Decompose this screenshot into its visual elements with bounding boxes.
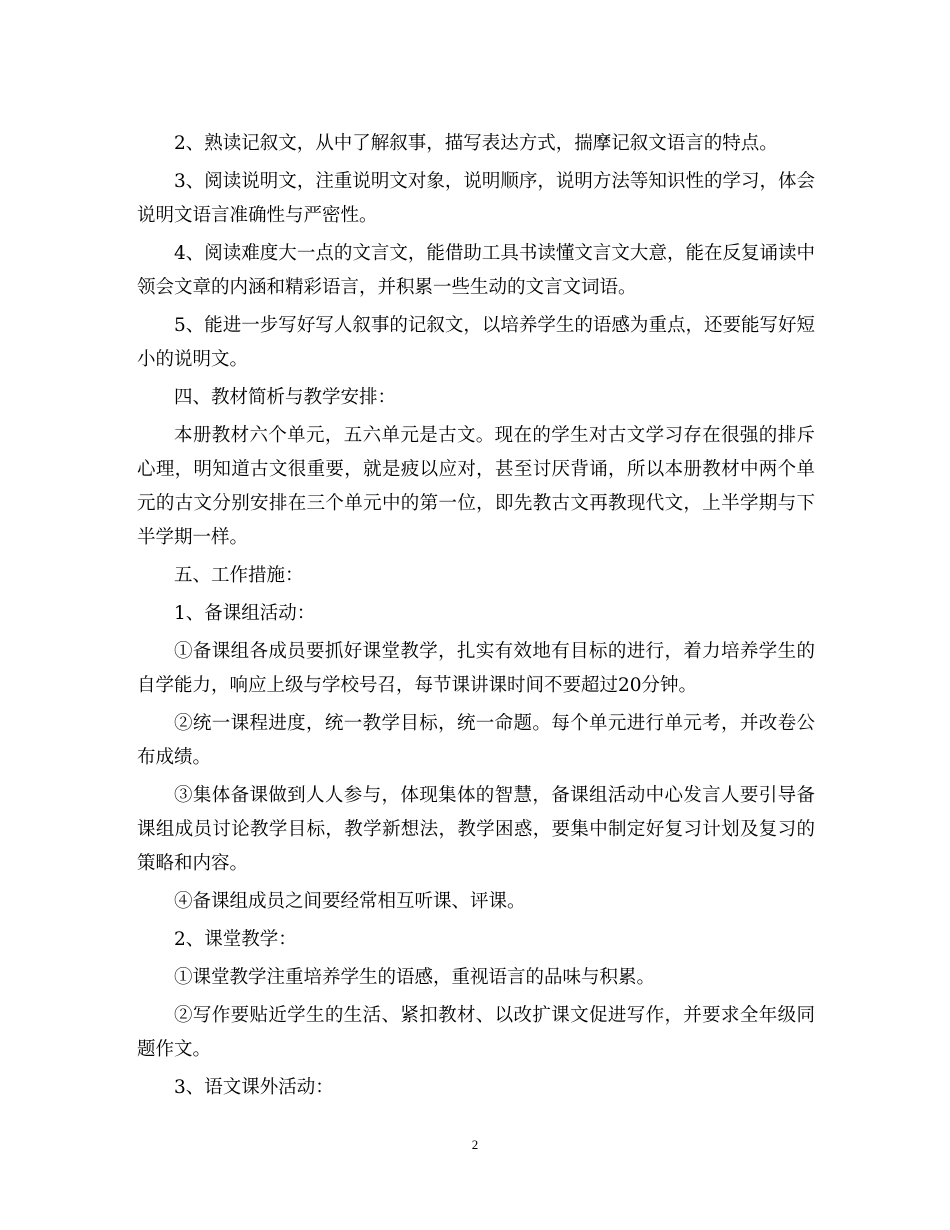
document-body bbox=[137, 127, 815, 1109]
section-heading-work-measures: 五、工作措施： bbox=[174, 565, 304, 586]
paragraph-textbook-arrangement: 本册教材六个单元，五六单元是古文。现在的学生对古文学习存在很强的排斥心理，明知道古文很重要，就是疲以应对，甚至讨厌背诵，所以本册教材中两个单元的古文分别安排在三个单元中的第一位，即先教古文再教现代文，上半学期与下半学期一样。 bbox=[137, 425, 815, 548]
subheading-classroom-teaching: 2、课堂教学： bbox=[174, 929, 297, 950]
list-item-classroom-focus: ①备课组各成员要抓好课堂教学，扎实有效地有目标的进行，着力培养学生的自学能力，响应上级与学校号召，每节课讲课时间不要超过20分钟。 bbox=[137, 641, 815, 696]
list-item-unified-progress: ②统一课程进度，统一教学目标，统一命题。每个单元进行单元考，并改卷公布成绩。 bbox=[137, 713, 815, 768]
section-heading-textbook-analysis: 四、教材简析与教学安排： bbox=[174, 387, 397, 408]
paragraph-writing-goals: 5、能进一步写好写人叙事的记叙文，以培养学生的语感为重点，还要能写好短小的说明文。 bbox=[137, 315, 815, 370]
page-number: 2 bbox=[471, 1137, 479, 1152]
list-item-language-sense: ①课堂教学注重培养学生的语感，重视语言的品味与积累。 bbox=[174, 967, 656, 988]
subheading-extracurricular: 3、语文课外活动： bbox=[174, 1077, 334, 1098]
list-item-peer-observation: ④备课组成员之间要经常相互听课、评课。 bbox=[174, 891, 526, 912]
paragraph-reading-expository: 3、阅读说明文，注重说明文对象，说明顺序，说明方法等知识性的学习，体会说明文语言准确性与严密性。 bbox=[137, 171, 815, 226]
subheading-lesson-prep-group: 1、备课组活动： bbox=[174, 603, 316, 624]
paragraph-classical-chinese: 4、阅读难度大一点的文言文，能借助工具书读懂文言文大意，能在反复诵读中领会文章的内涵和精彩语言，并积累一些生动的文言文词语。 bbox=[137, 243, 815, 298]
paragraph-reading-narrative: 2、熟读记叙文，从中了解叙事，描写表达方式，揣摩记叙文语言的特点。 bbox=[174, 133, 778, 154]
list-item-collective-prep: ③集体备课做到人人参与，体现集体的智慧，备课组活动中心发言人要引导备课组成员讨论教学目标，教学新想法，教学困惑，要集中制定好复习计划及复习的策略和内容。 bbox=[137, 785, 815, 874]
list-item-writing-practice: ②写作要贴近学生的生活、紧扣教材、以改扩课文促进写作，并要求全年级同题作文。 bbox=[137, 1005, 815, 1060]
